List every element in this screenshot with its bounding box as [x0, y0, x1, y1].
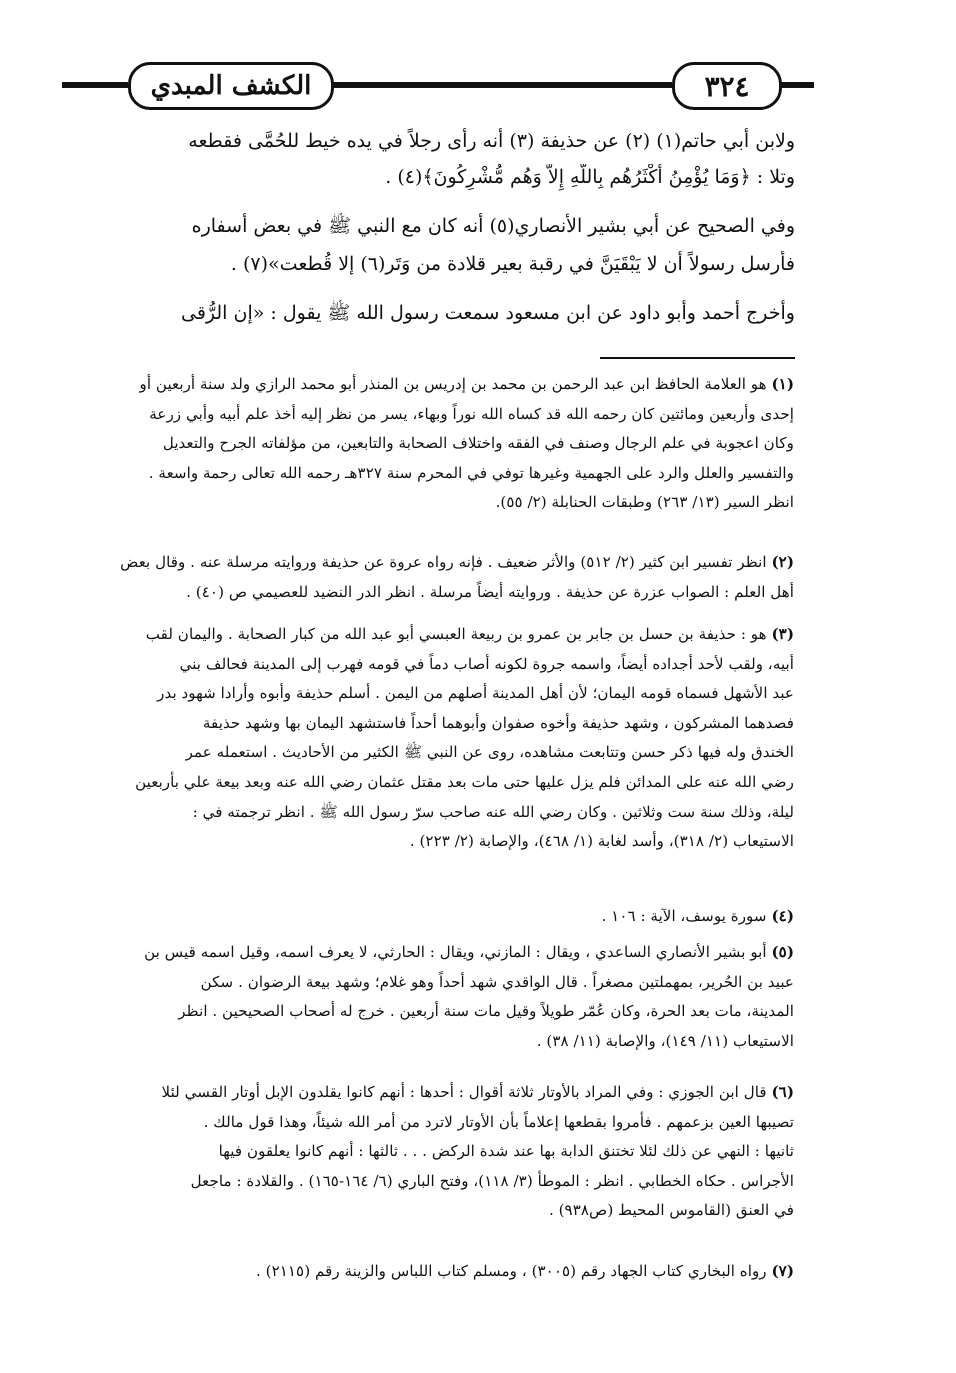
footnote-line: الاستيعاب (٢/ ٣١٨)، وأسد لغابة (١/ ٤٦٨)، والإصابة (٢/ ٢٢٣) .: [409, 832, 794, 851]
footnote-line: عبيد بن الحُرير، بمهملتين مصغراً . قال الواقدي شهد أحداً وهو غلام؛ وشهد بيعة الرضوان . سكن: [200, 972, 794, 991]
footnote-divider: [600, 357, 795, 359]
footnote-4: [0, 902, 794, 932]
footnote-2: [0, 548, 794, 607]
footnote-number: (٤): [771, 907, 794, 925]
footnote-line: في العنق (القاموس المحيط (ص٩٣٨) .: [548, 1201, 794, 1220]
footnote-line: هو العلامة الحافظ ابن عبد الرحمن بن محمد بن إدريس بن المنذر أبو محمد الرازي ولد سنة أربعين أو: [139, 375, 767, 393]
footnote-line: قال ابن الجوزي : وفي المراد بالأوتار ثلاثة أقوال : أحدها : أنهم كانوا يقلدون الإبل أوتار القسي لئلا: [161, 1083, 767, 1101]
footnote-line: ثانيها : النهي عن ذلك لئلا تختنق الدابة بها عند شدة الركض . . . ثالثها : أنهم كانوا يعلقون فيها: [218, 1142, 794, 1161]
footnote-7: [0, 1257, 794, 1287]
page-number: ٣٢٤: [672, 62, 782, 110]
footnote-line: انظر السير (١٣/ ٢٦٣) وطبقات الحنابلة (٢/ ٥٥).: [495, 493, 794, 512]
footnote-line: عبد الأشهل فسماه قومه اليمان؛ لأن أهل المدينة أصلهم من اليمن . أسلم حذيفة وأبوه وأرادا شهود بدر: [157, 684, 794, 703]
footnote-line: وكان اعجوبة في علم الرجال وصنف في الفقه واختلاف الصحابة والتابعين، من مؤلفاته الجرح والتعديل: [162, 434, 794, 453]
footnote-line: رواه البخاري كتاب الجهاد رقم (٣٠٠٥) ، ومسلم كتاب اللباس والزينة رقم (٢١١٥) .: [255, 1262, 767, 1280]
footnote-number: (٥): [771, 943, 794, 961]
footnote-line: المدينة، مات بعد الحرة، وكان عُمّر طويلاً وقيل مات سنة أربعين . خرج له أصحاب الصحيحين . انظر: [178, 1002, 794, 1021]
footnote-6: [0, 1078, 794, 1226]
footnote-number: (٦): [771, 1083, 794, 1101]
footnote-line: والتفسير والعلل والرد على الجهمية وغيرها توفي في المحرم سنة ٣٢٧هـ رحمه الله تعالى رحمة واسعة .: [148, 463, 794, 482]
footnote-line: تصيبها العين بزعمهم . فأمروا بقطعها إعلاماً بأن الأوتار لاترد من أمر الله شيئاً، وهذا قول مالك .: [203, 1112, 794, 1131]
footnote-line: الأجراس . حكاه الخطابي . انظر : الموطأ (٣/ ١١٨)، وفتح الباري (٦/ ١٦٤-١٦٥) . والقلادة : ماجعل: [190, 1171, 794, 1190]
header-rule-left: [62, 82, 128, 88]
footnote-line: أبو بشير الأنصاري الساعدي ، ويقال : المازني، ويقال : الحارثي، لا يعرف اسمه، وقيل اسمه قيس بن: [144, 943, 767, 961]
main-line: وأخرج أحمد وأبو داود عن ابن مسعود سمعت رسول الله ﷺ يقول : «إن الرُّقى: [180, 302, 795, 324]
footnote-number: (٢): [771, 553, 794, 571]
footnote-3: [0, 620, 794, 857]
footnote-line: إحدى وأربعين ومائتين كان رحمه الله قد كساه الله نوراً وبهاء، يسر من نظر إليه أخذ علم أبيه وأبي زرعة: [149, 404, 794, 423]
footnote-line: انظر تفسير ابن كثير (٢/ ٥١٢) والأثر ضعيف . فإنه رواه عروة عن حذيفة وروايته مرسلة عنه . وقال بعض: [120, 553, 767, 571]
footnote-line: رضي الله عنه على المدائن فلم يزل عليها حتى مات بعد مقتل عثمان رضي الله عنه وبعد بيعة علي بأربعين: [135, 772, 794, 791]
footnote-number: (٣): [771, 625, 794, 643]
footnote-5: [0, 938, 794, 1056]
footnote-line: فصدهما المشركون ، وشهد حذيفة وأخوه صفوان وأبوهما أحداً فاستشهد اليمان بها وشهد حذيفة: [202, 713, 794, 732]
header-rule-middle: [328, 82, 672, 88]
main-line: ولابن أبي حاتم(١) (٢) عن حذيفة (٣) أنه رأى رجلاً في يده خيط للحُمَّى فقطعه: [188, 130, 795, 152]
footnote-line: ليلة، وذلك سنة ست وثلاثين . وكان رضي الله عنه صاحب سرّ رسول الله ﷺ . انظر ترجمته في :: [192, 802, 794, 821]
footnote-line: هو : حذيفة بن حسل بن جابر بن عمرو بن ربيعة العبسي أبو عبد الله من كبار الصحابة . واليمان لقب: [145, 625, 767, 643]
main-line: فأرسل رسولاً أن لا يَبْقَيَنَّ في رقبة بعير قلادة من وَتَر(٦) إلا قُطعت»(٧) .: [230, 253, 795, 275]
footnote-1: [0, 370, 794, 518]
footnote-line: الاستيعاب (١١/ ١٤٩)، والإصابة (١١/ ٣٨) .: [536, 1031, 794, 1050]
footnote-line: سورة يوسف، الآية : ١٠٦ .: [601, 907, 767, 925]
footnote-number: (٧): [771, 1262, 794, 1280]
main-line: وتلا : ﴿وَمَا يُؤْمِنُ أَكْثَرُهُم بِاللَّهِ إِلاَّ وَهُم مُّشْرِكُونَ﴾(٤) .: [385, 166, 795, 188]
main-line: وفي الصحيح عن أبي بشير الأنصاري(٥) أنه كان مع النبي ﷺ في بعض أسفاره: [191, 215, 795, 237]
footnote-line: أهل العلم : الصواب عزرة عن حذيفة . وروايته أيضاً مرسلة . انظر الدر النضيد للعصيمي ص (٤٠) .: [186, 582, 794, 601]
footnote-line: الخندق وله فيها ذكر حسن وتتابعت مشاهده، روى عن النبي ﷺ الكثير من الأحاديث . استعمله عمر: [185, 743, 794, 762]
running-title: الكشف المبدي: [128, 62, 334, 110]
footnote-number: (١): [771, 375, 794, 393]
footnote-line: أبيه، ولقب لأحد أجداده أيضاً، واسمه جروة لكونه أصاب دماً في قومه فهرب إلى المدينة فحالف بني: [179, 654, 794, 673]
